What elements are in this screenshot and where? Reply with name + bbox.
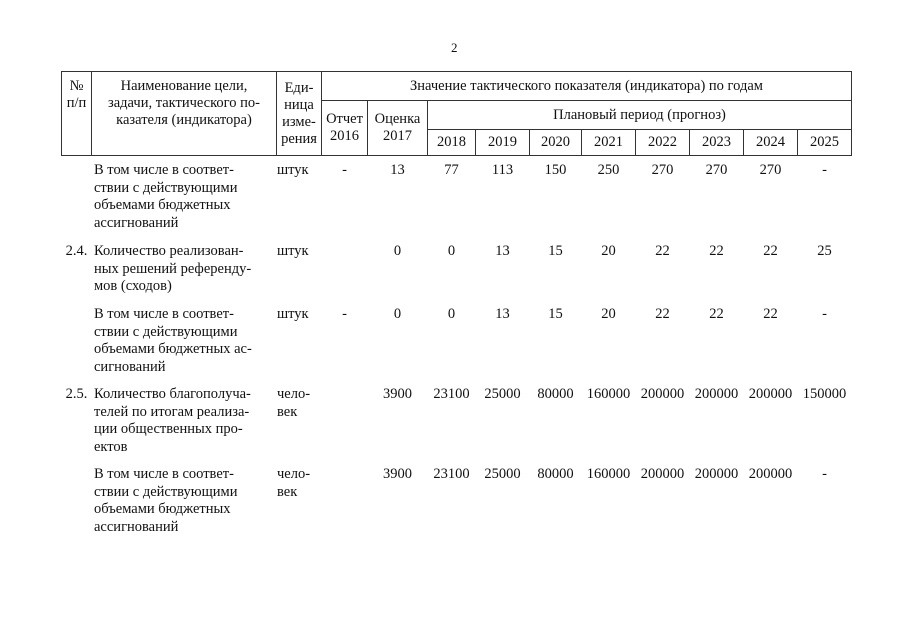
row-value: 20 <box>601 243 616 259</box>
row-num: 2.5. <box>65 386 88 402</box>
row-unit: штук <box>277 162 309 178</box>
row-value: 0 <box>447 243 456 259</box>
row-value: 0 <box>447 306 456 322</box>
row-unit: чело- век <box>277 466 311 500</box>
row-value: 15 <box>548 306 563 322</box>
row-value: 270 <box>705 162 728 178</box>
row-value: 22 <box>655 243 670 259</box>
row-name: Количество благополуча- телей по итогам реализа- ции общественных про- ектов <box>94 386 251 455</box>
header-year: 2023 <box>689 129 744 156</box>
row-value: 22 <box>709 243 724 259</box>
row-name: В том числе в соответ- ствии с действующими объемами бюджетных ассигнований <box>94 162 238 231</box>
row-unit: штук <box>277 243 309 259</box>
row-value: 22 <box>655 306 670 322</box>
row-estimate: 0 <box>393 243 402 259</box>
header-plan-title: Плановый период (прогноз) <box>427 100 852 130</box>
row-value: 200000 <box>748 466 793 482</box>
row-value: 20 <box>601 306 616 322</box>
row-unit: чело- век <box>277 386 311 420</box>
table-header <box>61 71 852 156</box>
row-value: 22 <box>763 243 778 259</box>
header-estimate: Оценка 2017 <box>367 100 428 156</box>
row-value: 160000 <box>586 386 631 402</box>
row-estimate: 13 <box>390 162 405 178</box>
page-number: 2 <box>451 40 458 55</box>
row-value: 200000 <box>640 386 685 402</box>
row-value: 270 <box>759 162 782 178</box>
row-value: 80000 <box>537 386 574 402</box>
row-value: 200000 <box>640 466 685 482</box>
row-value: 25000 <box>484 466 521 482</box>
row-value: 270 <box>651 162 674 178</box>
row-value: - <box>822 162 827 178</box>
header-values-title: Значение тактического показателя (индикатора) по годам <box>321 71 852 101</box>
header-year: 2024 <box>743 129 798 156</box>
header-year: 2019 <box>475 129 530 156</box>
header-year: 2025 <box>797 129 852 156</box>
header-year: 2018 <box>427 129 476 156</box>
row-value: 77 <box>444 162 459 178</box>
row-name: В том числе в соответ- ствии с действующими объемами бюджетных ас- сигнований <box>94 306 252 375</box>
row-value: 150 <box>544 162 567 178</box>
row-value: 113 <box>491 162 514 178</box>
row-report: - <box>342 306 347 322</box>
row-value: 25 <box>817 243 832 259</box>
row-num: 2.4. <box>65 243 88 259</box>
row-value: - <box>822 466 827 482</box>
row-unit: штук <box>277 306 309 322</box>
header-report: Отчет 2016 <box>321 100 368 156</box>
row-report: - <box>342 162 347 178</box>
row-value: 200000 <box>694 466 739 482</box>
row-value: 23100 <box>433 466 470 482</box>
row-value: 25000 <box>484 386 521 402</box>
row-value: 13 <box>495 306 510 322</box>
row-name: В том числе в соответ- ствии с действующими объемами бюджетных ассигнований <box>94 466 238 535</box>
row-value: 200000 <box>694 386 739 402</box>
header-unit: Еди- ница изме- рения <box>276 71 322 156</box>
row-value: 13 <box>495 243 510 259</box>
row-value: 250 <box>597 162 620 178</box>
row-value: 150000 <box>802 386 847 402</box>
row-value: 80000 <box>537 466 574 482</box>
row-estimate: 3900 <box>383 466 412 482</box>
row-value: 200000 <box>748 386 793 402</box>
row-value: 160000 <box>586 466 631 482</box>
header-year: 2020 <box>529 129 582 156</box>
row-value: 23100 <box>433 386 470 402</box>
row-estimate: 3900 <box>383 386 412 402</box>
header-name: Наименование цели, задачи, тактического по- казателя (индикатора) <box>91 71 277 156</box>
row-estimate: 0 <box>393 306 402 322</box>
row-name: Количество реализован- ных решений референду- мов (сходов) <box>94 243 252 294</box>
header-year: 2021 <box>581 129 636 156</box>
header-num: № п/п <box>61 71 92 156</box>
row-value: 22 <box>709 306 724 322</box>
row-value: - <box>822 306 827 322</box>
row-value: 15 <box>548 243 563 259</box>
row-value: 22 <box>763 306 778 322</box>
header-year: 2022 <box>635 129 690 156</box>
